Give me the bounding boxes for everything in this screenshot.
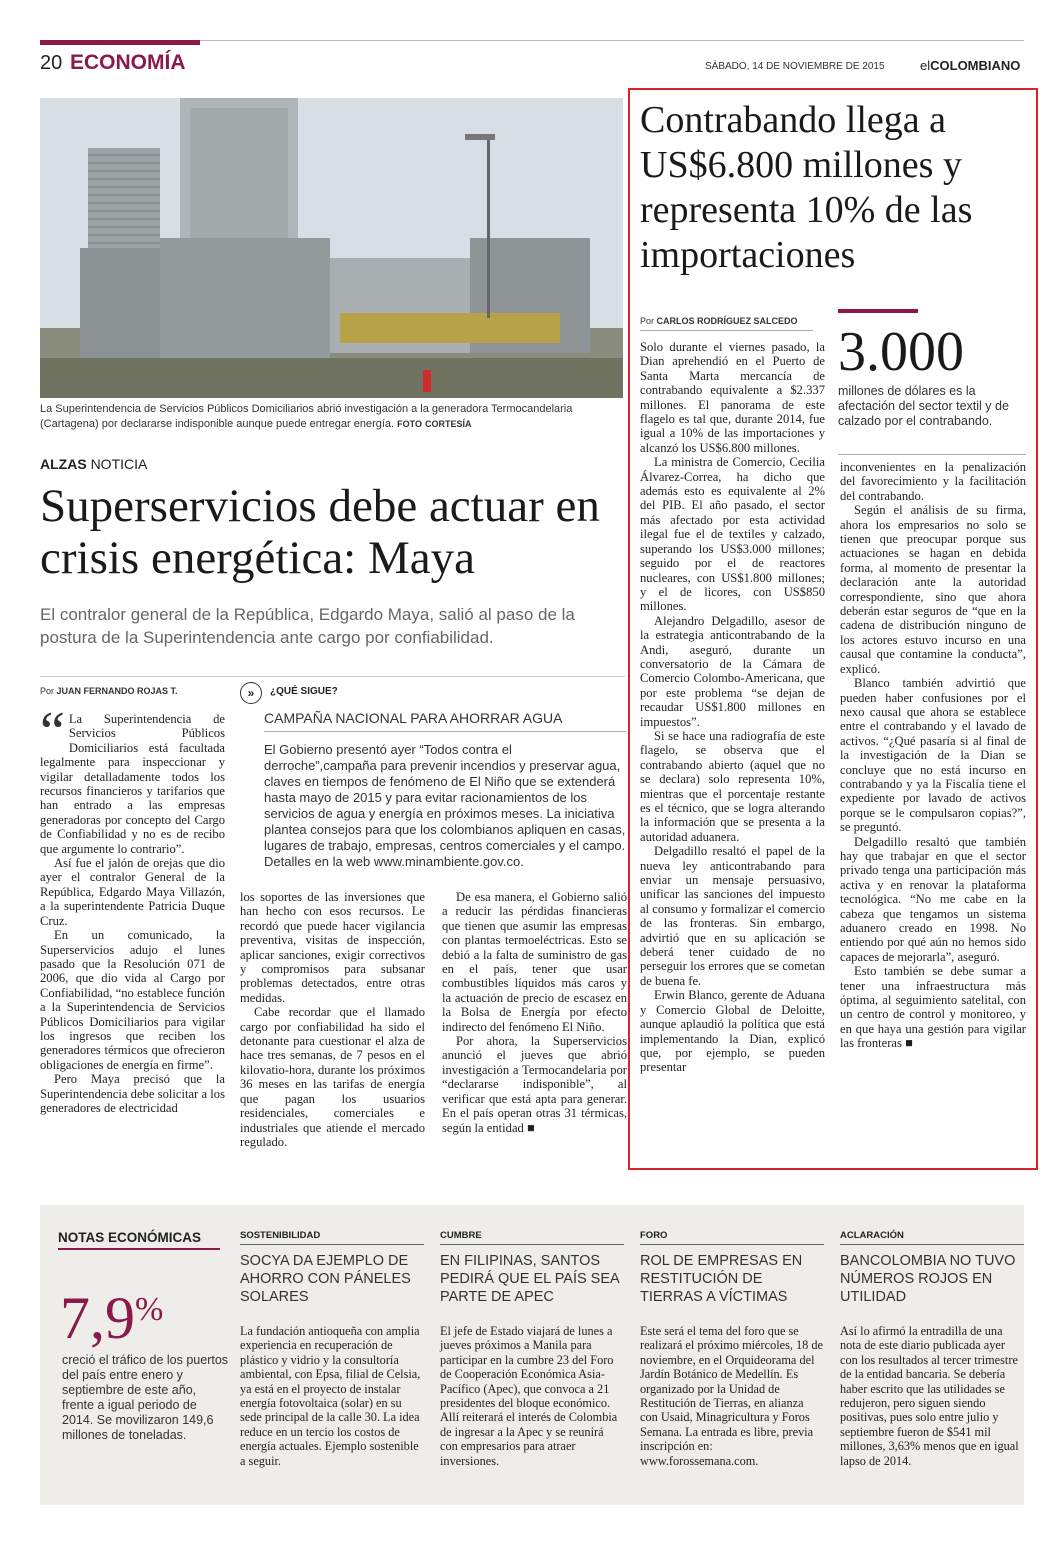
quote-mark: “ <box>40 701 65 763</box>
byline-author: JUAN FERNANDO ROJAS T. <box>56 686 178 696</box>
whats-next-body: El Gobierno presentó ayer “Todos contra el derroche”,campaña para prevenir incendios y preservar agua, claves en tiempos de fenómeno de El Niño que se extenderá hasta mayo de 2015 y para evitar racionamientos de los servicios de agua y energía en próximos meses. La iniciativa plantea consejos para que los colombianos apliquen en casas, lugares de trabajo, empresas, centros comerciales y el campo. Detalles en la web www.minambiente.gov.co. <box>264 742 626 869</box>
note-label-sostenibilidad: SOSTENIBILIDAD <box>240 1230 321 1241</box>
divider <box>264 731 626 732</box>
main-byline <box>40 686 178 696</box>
chevron-right-icon: » <box>240 682 262 704</box>
note-label-foro: FORO <box>640 1230 668 1241</box>
note-body-foro: Este será el tema del foro que se realizará el próximo miércoles, 18 de noviembre, en el Orquideorama del Jardín Botánico de Medellín. Es organizado por la Unidad de Restitución de Tierras, en alianza con Usaid, Minagricultura y Foros Semana. La entrada es libre, previa inscripción en: www.forossemana.com. <box>640 1324 824 1468</box>
story-column-3 <box>442 890 627 1135</box>
divider <box>838 454 1026 455</box>
stat-accent-bar <box>838 309 918 313</box>
byline-prefix: Por <box>40 686 55 696</box>
note-label-cumbre: CUMBRE <box>440 1230 482 1241</box>
paragraph: Pero Maya precisó que la Superintendencia debe solicitar a los generadores de electricidad <box>40 1072 225 1115</box>
power-plant-photo <box>40 98 623 398</box>
byline-prefix: Por <box>640 316 655 326</box>
stat-number: 3.000 <box>838 321 964 383</box>
story-column-2 <box>240 890 425 1149</box>
paragraph <box>442 1034 627 1135</box>
page-number: 20 <box>40 52 63 74</box>
note-title-foro: ROL DE EMPRESAS EN RESTITUCIÓN DE TIERRAS A VÍCTIMAS <box>640 1253 803 1305</box>
featured-column-1 <box>640 340 825 1075</box>
byline-author: CARLOS RODRÍGUEZ SALCEDO <box>656 316 798 326</box>
paragraph: En un comunicado, la Superservicios adujo el lunes pasado que la Resolución 071 de 2006, que dio vida al Cargo por Confiabilidad, “no establece función a la Superintendencia de Servicios Públicos Domiciliarios para vigilar los ingresos que reciben los generadores térmicos que ofrecieron obligaciones de energía en firme”. <box>40 928 225 1072</box>
note-body-sostenibilidad: La fundación antioqueña con amplia experiencia en recuperación de plástico y vidrio y la consultoría ambiental, con Epsa, filial de Celsia, ya está en el proyecto de instalar energía fotovoltaica (solar) en su sede principal de la calle 30. La idea reduce en un tercio los costos de energía actuales. Ejemplo sostenible a seguir. <box>240 1324 421 1468</box>
paragraph-text: La Superintendencia de Servicios Públicos Domiciliarios está facultada legalmente para inspeccionar y vigilar detalladamente todos los recursos financieros y tarifarios que han entrado a las empresas generadoras por concepto del Cargo de Confiabilidad y no es de recibo que argumente lo contrario”. <box>40 712 225 856</box>
divider <box>240 1244 424 1245</box>
note-body-cumbre: El jefe de Estado viajará de lunes a jueves próximos a Manila para participar en la cumbre 23 del Foro de Cooperación Económica Asia-Pacífico (Apec), que convoca a 21 presidentes del bloque económico. Allí reiterará el interés de Colombia de ingresar a la Apec y se reunirá con empresarios para atraer inversiones. <box>440 1324 618 1468</box>
masthead-name: COLOMBIANO <box>930 58 1021 73</box>
featured-headline: Contrabando llega a US$6.800 millones y representa 10% de las importaciones <box>640 99 973 276</box>
kicker-topic: ALZAS <box>40 456 87 472</box>
paragraph: Delgadillo resaltó el papel de la nueva ley anticontrabando para enviar un mensaje persuasivo, unificar las sanciones del impuesto al consumo y formalizar el comercio de las fronteras. Sin embargo, advirtió que en su aplicación se deberá tener cuidado de no perseguir los errores que se cometan de buena fe. <box>640 844 825 988</box>
issue-date: SÁBADO, 14 DE NOVIEMBRE DE 2015 <box>705 61 885 72</box>
whats-next-title: CAMPAÑA NACIONAL PARA AHORRAR AGUA <box>264 710 563 726</box>
section-name: ECONOMÍA <box>70 51 186 74</box>
paragraph: Delgadillo resaltó que también hay que trabajar en que el sector privado tenga una participación más activa y en renovar la plataforma tecnológica. “No me cabe en la cabeza que tengamos un sistema aduanero creado en 1998. No entiendo por qué aún no hemos sido capaces de mejorarla”, aseguró. <box>840 834 1026 964</box>
photo-caption <box>40 402 625 432</box>
featured-column-2 <box>840 460 1026 1051</box>
photo-credit-name: CORTESÍA <box>425 419 472 429</box>
paragraph: Alejandro Delgadillo, asesor de la estrategia anticontrabando de la Andi, aseguró, durante un conversatorio de la Cámara de Comercio Colombo-Americana, que por este problema “se dejan de recaudar US$1.800 millones en impuestos”. <box>640 613 825 729</box>
story-column-1 <box>40 701 225 1115</box>
masthead-prefix: el <box>920 58 931 73</box>
divider <box>640 1244 824 1245</box>
notes-stat <box>60 1278 163 1350</box>
paragraph: De esa manera, el Gobierno salió a reducir las pérdidas financieras que tienen que asumir las empresas con plantas termoeléctricas. Esto se debió a la falta de suministro de gas en el país, tener que usar combustibles líquidos más caros y la actuación de precio de escasez en la Bolsa de Energía por efecto indirecto del fenómeno El Niño. <box>442 890 627 1034</box>
paragraph: Erwin Blanco, gerente de Aduana y Comercio Global de Deloitte, aunque aplaudió la política que está implementando la Dian, explicó que, por ejemplo, se pueden presentar <box>640 988 825 1075</box>
notes-stat-description: creció el tráfico de los puertos del país entre enero y septiembre de este año, frente a igual periodo de 2014. Se movilizaron 149,6 millones de toneladas. <box>62 1353 229 1442</box>
notes-title-underline <box>58 1248 220 1250</box>
paragraph <box>40 701 225 856</box>
paragraph: inconvenientes en la penalización del favorecimiento y la facilitación del contrabando. <box>840 460 1026 503</box>
paragraph: los soportes de las inversiones que han hecho con esos recursos. Le recordó que puede hacer vigilancia preventiva, visitas de inspección, aplicar sanciones, exigir correctivos y compromisos para subsanar problemas detectados, entre otras medidas. <box>240 890 425 1005</box>
end-mark: ■ <box>905 1036 913 1051</box>
note-title-aclaracion: BANCOLOMBIA NO TUVO NÚMEROS ROJOS EN UTILIDAD <box>840 1253 1016 1305</box>
featured-byline <box>640 316 798 326</box>
note-title-sostenibilidad: SOCYA DA EJEMPLO DE AHORRO CON PÁNELES SOLARES <box>240 1253 411 1305</box>
main-headline: Superservicios debe actuar en crisis energética: Maya <box>40 480 600 584</box>
paragraph: La ministra de Comercio, Cecilia Álvarez-Correa, ha dicho que además esto es equivalente al 2% del PIB. El año pasado, el sector más afectado por esta actividad ilegal fue el de textiles y calzado, superando los US$3.000 millones; seguido por el de reactores nucleares, con US$1.800 millones; y el de licores, con US$850 millones. <box>640 455 825 614</box>
divider <box>40 676 625 677</box>
divider <box>440 1244 624 1245</box>
divider <box>640 330 813 331</box>
paragraph: Si se hace una radiografía de este flagelo, se observa que el contrabando abierto (aquel que no se declara) solo representa 10%, mientras que el porcentaje restante es el técnico, que se logra alterando la información que se presenta a la autoridad aduanera. <box>640 728 825 844</box>
notes-title: NOTAS ECONÓMICAS <box>58 1230 202 1245</box>
note-body-aclaracion: Así lo afirmó la entradilla de una nota de este diario publicada ayer con los resultados al tercer trimestre de la entidad bancaria. Se debería haber escrito que las utilidades se redujeron, pero siguen siendo positivas, pues solo entre julio y septiembre fueron de $541 mil millones, 3,63% menos que en igual lapso de 2014. <box>840 1324 1019 1468</box>
photo-credit-label: FOTO <box>397 419 422 429</box>
end-mark: ■ <box>527 1120 535 1135</box>
notes-stat-number: 7,9 <box>60 1285 135 1351</box>
masthead <box>920 58 1020 73</box>
stat-description: millones de dólares es la afectación del sector textil y de calzado por el contrabando. <box>838 384 1009 428</box>
notes-stat-unit: % <box>135 1291 164 1328</box>
main-deck: El contralor general de la República, Edgardo Maya, salió al paso de la postura de la Superintendencia ante cargo por confiabilidad. <box>40 605 575 647</box>
paragraph-text: Esto también se debe sumar a tener una infraestructura más óptima, al seguimiento satelital, con un centro de control y monitoreo, y en que haya una gestión para vigilar las fronteras <box>840 964 1026 1051</box>
divider <box>840 1244 1024 1245</box>
paragraph-text: Por ahora, la Superservicios anunció el jueves que abrió investigación a Termocandelaria por “declararse indisponible”, al verificar que está apta para generar. En el país operan otras 31 térmicas, según la entidad <box>442 1034 627 1135</box>
section-color-bar <box>40 40 200 45</box>
kicker-type: NOTICIA <box>90 456 148 472</box>
paragraph: Blanco también advirtió que pueden haber confusiones por el nexo causal que ahora se establece entre el contrabando y el lavado de activos. “¿Qué pasaría si al final de la investigación de la Dian se concluye que no está incurso en contrabando y ya la Fiscalía tiene el expediente por lavado de activos porque se le compulsaron copias?”, se preguntó. <box>840 676 1026 835</box>
paragraph: Cabe recordar que el llamado cargo por confiabilidad ha sido el detonante para cuestionar el alza de hace tres semanas, de 7 pesos en el kilovatio-hora, durante los próximos 36 meses en las tarifas de energía que pagan los usuarios residenciales, comerciales e industriales que atiende el mercado regulado. <box>240 1005 425 1149</box>
whats-next-label: ¿QUÉ SIGUE? <box>270 686 338 697</box>
note-label-aclaracion: ACLARACIÓN <box>840 1230 904 1241</box>
note-title-cumbre: EN FILIPINAS, SANTOS PEDIRÁ QUE EL PAÍS SEA PARTE DE APEC <box>440 1253 619 1305</box>
paragraph: Solo durante el viernes pasado, la Dian aprehendió en el Puerto de Santa Marta mercancía de contrabando equivalente a $2.337 millones. El panorama de este flagelo es tal que, durante 2014, fue igual a 10% de las importaciones y alcanzó los US$6.800 millones. <box>640 340 825 455</box>
paragraph: Según el análisis de su firma, ahora los empresarios no solo se tienen que preocupar porque sus actuaciones se hagan en debida forma, al momento de presentar la declaración ante la autoridad correspondiente, sino que ahora deberán estar seguros de “que en la cadena de distribución ninguno de los actores estuvo incurso en una causal que contamine la conducta”, explicó. <box>840 503 1026 676</box>
paragraph <box>840 964 1026 1050</box>
story-kicker <box>40 456 147 472</box>
power-plant-illustration <box>40 98 623 398</box>
caption-text: La Superintendencia de Servicios Públicos Domiciliarios abrió investigación a la generadora Termocandelaria (Cartagena) por declararse indisponible aunque puede entregar energía. <box>40 403 573 430</box>
paragraph: Así fue el jalón de orejas que dio ayer el contralor General de la República, Edgardo Maya Villazón, a la superintendente Patricia Duque Cruz. <box>40 856 225 928</box>
